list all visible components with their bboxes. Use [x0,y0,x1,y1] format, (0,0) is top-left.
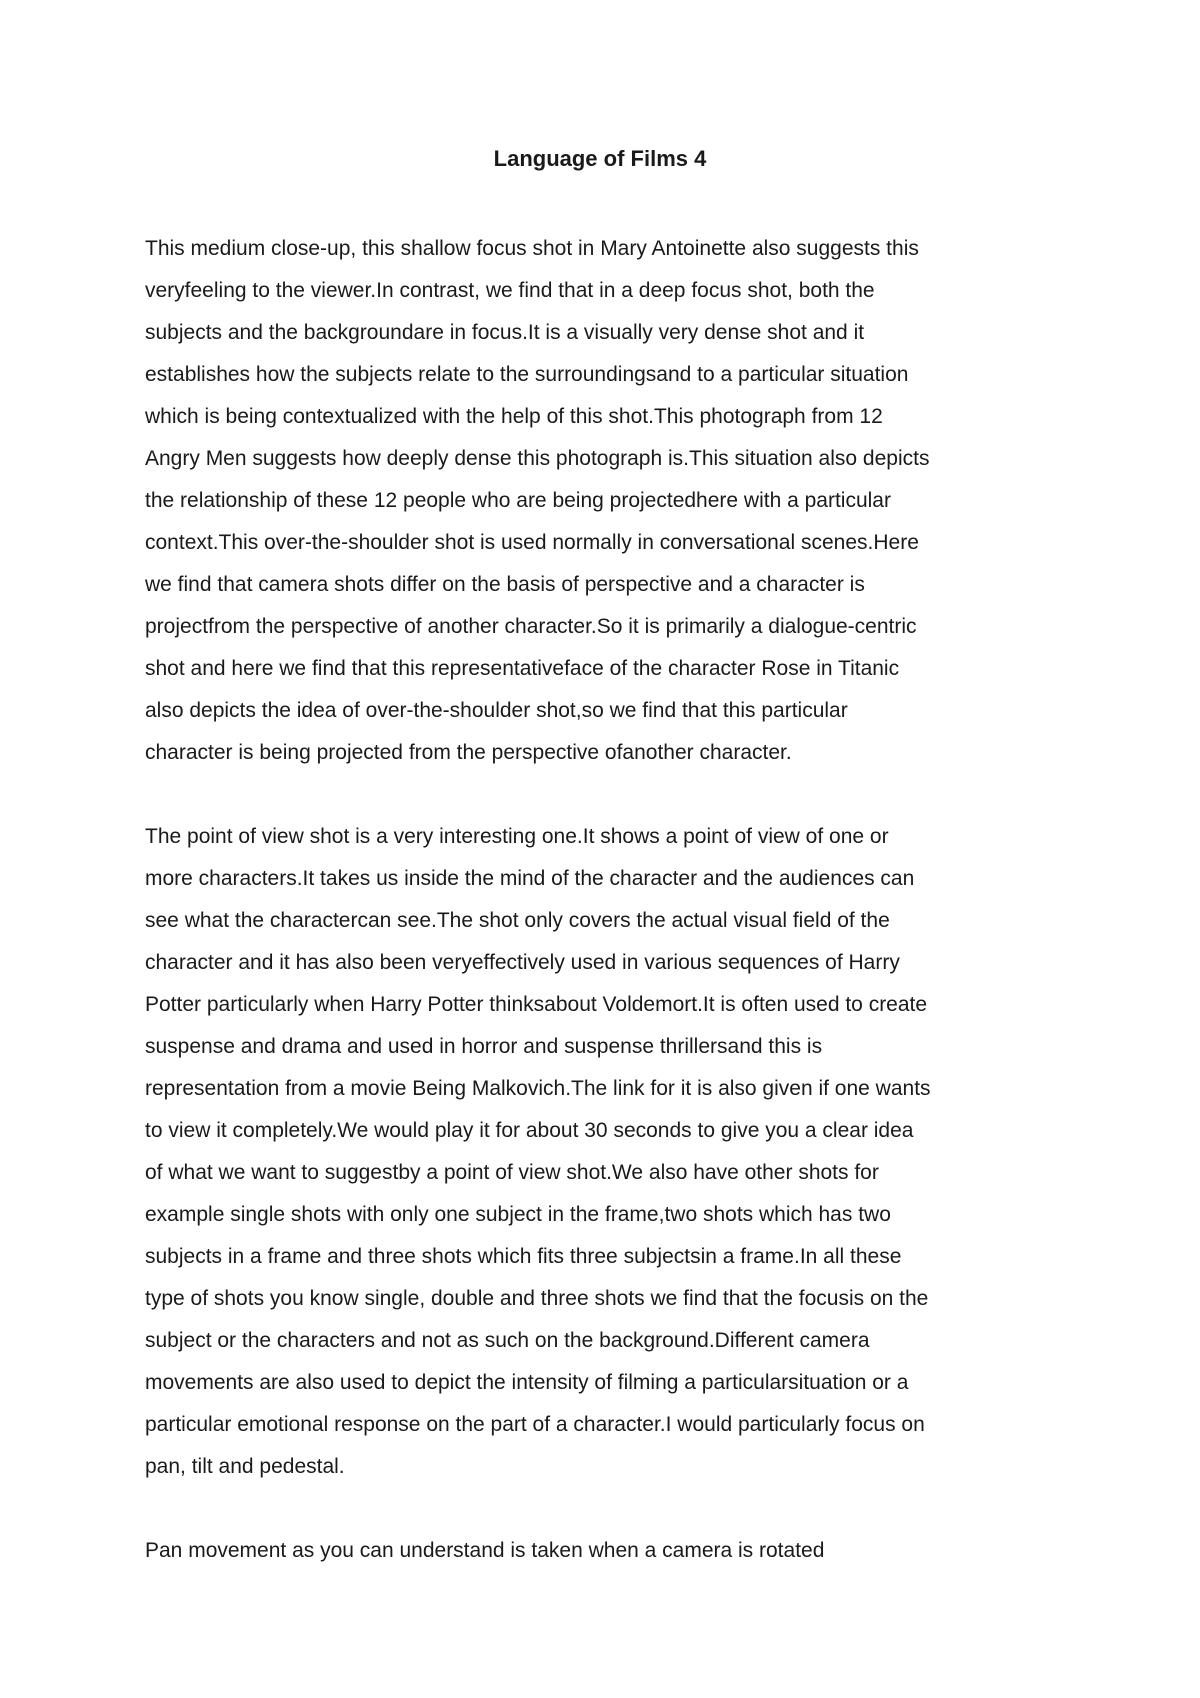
paragraph-line: representation from a movie Being Malkovich.The link for it is also given if one wants [145,1077,931,1100]
paragraph-line: the relationship of these 12 people who are being projectedhere with a particular [145,489,891,512]
paragraph-line: pan, tilt and pedestal. [145,1455,345,1478]
paragraph-line: suspense and drama and used in horror and suspense thrillersand this is [145,1035,823,1058]
paragraph-line: subjects in a frame and three shots which fits three subjectsin a frame.In all these [145,1245,902,1268]
paragraph-pan-movement [145,1530,1075,1572]
paragraph-line: subject or the characters and not as such on the background.Different camera [145,1329,870,1352]
paragraph-line: Angry Men suggests how deeply dense this photograph is.This situation also depicts [145,447,930,470]
paragraph-line: This medium close-up, this shallow focus shot in Mary Antoinette also suggests this [145,237,919,260]
paragraph-line: also depicts the idea of over-the-shoulder shot,so we find that this particular [145,699,848,722]
paragraph-line: of what we want to suggestby a point of view shot.We also have other shots for [145,1161,879,1184]
paragraph-line: see what the charactercan see.The shot only covers the actual visual field of the [145,909,890,932]
paragraph-line: character is being projected from the perspective ofanother character. [145,741,792,764]
document-title: Language of Films 4 [493,146,707,171]
paragraph-line: Pan movement as you can understand is taken when a camera is rotated [145,1539,825,1562]
paragraph-line: veryfeeling to the viewer.In contrast, we find that in a deep focus shot, both the [145,279,875,302]
paragraph-point-of-view [145,816,1075,1488]
paragraph-line: projectfrom the perspective of another character.So it is primarily a dialogue-centric [145,615,917,638]
document-body [145,228,1075,1614]
paragraph-line: The point of view shot is a very interesting one.It shows a point of view of one or [145,825,889,848]
paragraph-line: to view it completely.We would play it for about 30 seconds to give you a clear idea [145,1119,914,1142]
paragraph-line: establishes how the subjects relate to the surroundingsand to a particular situation [145,363,909,386]
paragraph-line: which is being contextualized with the help of this shot.This photograph from 12 [145,405,883,428]
paragraph-line: shot and here we find that this representativeface of the character Rose in Titanic [145,657,900,680]
paragraph-line: context.This over-the-shoulder shot is used normally in conversational scenes.Here [145,531,919,554]
paragraph-line: we find that camera shots differ on the basis of perspective and a character is [145,573,865,596]
paragraph-line: example single shots with only one subject in the frame,two shots which has two [145,1203,891,1226]
paragraph-line: more characters.It takes us inside the mind of the character and the audiences can [145,867,915,890]
paragraph-line: Potter particularly when Harry Potter thinksabout Voldemort.It is often used to create [145,993,928,1016]
paragraph-line: subjects and the backgroundare in focus.It is a visually very dense shot and it [145,321,865,344]
paragraph-shot-types [145,228,1075,774]
paragraph-line: particular emotional response on the part of a character.I would particularly focus on [145,1413,925,1436]
paragraph-line: movements are also used to depict the intensity of filming a particularsituation or a [145,1371,909,1394]
paragraph-line: type of shots you know single, double and three shots we find that the focusis on the [145,1287,929,1310]
paragraph-line: character and it has also been veryeffectively used in various sequences of Harry [145,951,900,974]
